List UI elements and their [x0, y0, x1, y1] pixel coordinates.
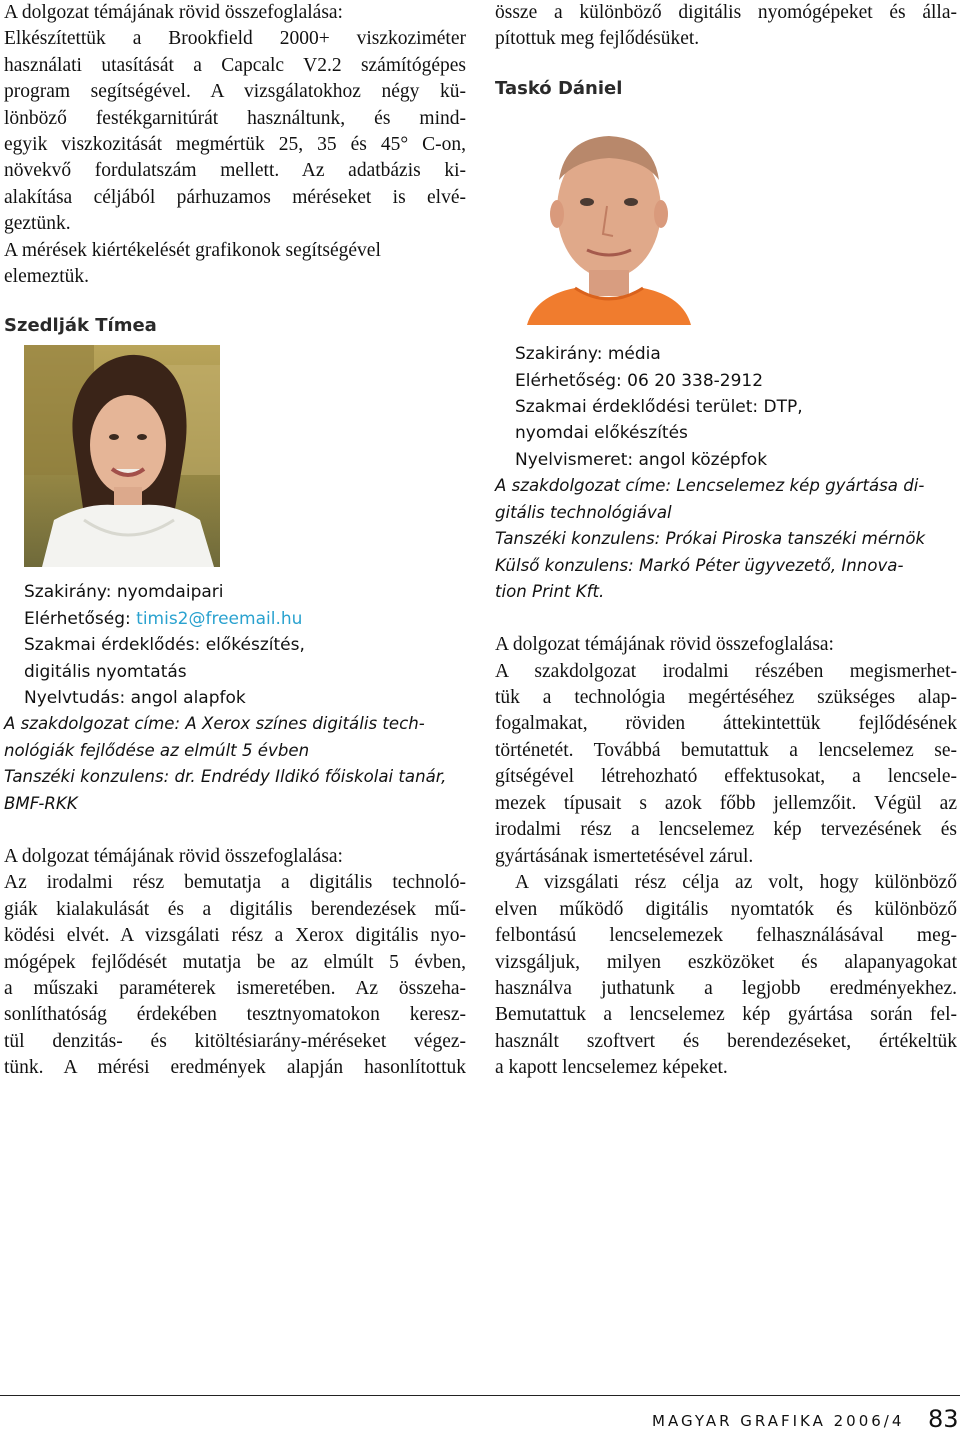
erdeklodes-line-1: Szakmai érdeklődési terület: DTP,: [515, 397, 803, 417]
text-line: pítottuk meg fejlődésüket.: [495, 28, 700, 49]
szakirany: Szakirány: nyomdaipari: [24, 582, 224, 602]
text-line: használt szoftvert és berendezéseket, értékeltük: [495, 1031, 957, 1052]
text-line: Az irodalmi rész bemutatja a digitális technoló-: [4, 872, 466, 893]
cim-line-1: A szakdolgozat címe: A Xerox színes digitális tech-: [4, 714, 425, 733]
erdeklodes-line-1: Szakmai érdeklődés: előkészítés,: [24, 635, 305, 655]
konzulens: Tanszéki konzulens: Prókai Piroska tanszéki mérnök: [495, 529, 926, 548]
text-line: fogalmakat, röviden áttekintettük fejlődésének: [495, 713, 957, 734]
text-line: vizsgáljuk, milyen eszközöket és alapanyagokat: [495, 952, 957, 973]
text-line: felbontású lencselemezek felhasználásával meg-: [495, 925, 957, 946]
text-line: Bemutattuk a lencselemez kép gyártása során fel-: [495, 1004, 957, 1025]
text-line: történetét. Továbbá bemutattuk a lencselemez se-: [495, 740, 957, 761]
email-link[interactable]: timis2@freemail.hu: [136, 609, 303, 629]
elerhetoseg: [24, 606, 302, 632]
text-line: geztünk.: [4, 213, 71, 234]
nyelvtudas: Nyelvtudás: angol alapfok: [24, 688, 246, 708]
cim-line-1: A szakdolgozat címe: Lencselemez kép gyártása di-: [495, 476, 925, 495]
text-line: használva juthatunk a legjobb eredményekhez.: [495, 978, 957, 999]
text-line: irodalmi rész a lencselemez kép tervezésének és: [495, 819, 957, 840]
text-line: A dolgozat témájának rövid összefoglalása:: [4, 2, 343, 23]
konzulens-line-2: BMF-RKK: [4, 794, 78, 813]
elerhetoseg: Elérhetőség: 06 20 338-2912: [515, 371, 764, 391]
text-line: alakítása céljából párhuzamos méréseket is elvé-: [4, 187, 466, 208]
kulso-konzulens-line-2: tion Print Kft.: [495, 582, 605, 601]
publication-title: MAGYAR GRAFIKA 2006/4: [652, 1412, 905, 1430]
text-line: tül denzitás- és kitöltésiarány-méréseket végez-: [4, 1031, 466, 1052]
person-name: Taskó Dániel: [495, 78, 623, 99]
text-line: giák kialakulását és a digitális berendezések mű-: [4, 899, 466, 920]
text-line: össze a különböző digitális nyomógépeket és álla-: [495, 2, 957, 23]
text-line: lönböző festékgarnitúrát használtunk, és mind-: [4, 108, 466, 129]
person-name: Szedlják Tímea: [4, 315, 157, 336]
kulso-konzulens-line-1: Külső konzulens: Markó Péter ügyvezető, Innova-: [495, 556, 904, 575]
text-line: A dolgozat témájának rövid összefoglalása:: [495, 634, 834, 655]
page-number: 83: [928, 1405, 959, 1433]
text-line: mezek típusait s azok főbb jellemzőit. Végül az: [495, 793, 957, 814]
text-line: A vizsgálati rész célja az volt, hogy különböző: [515, 872, 957, 893]
text-line: a műszaki paraméterek ismeretében. Az összeha-: [4, 978, 466, 999]
cim-line-2: nológiák fejlődése az elmúlt 5 évben: [4, 741, 310, 760]
portrait-photo: [24, 345, 220, 567]
text-line: a kapott lencselemez képeket.: [495, 1057, 728, 1078]
erdeklodes-line-2: nyomdai előkészítés: [515, 423, 688, 443]
text-line: elven működő digitális nyomtatók és különböző: [495, 899, 957, 920]
text-line: Elkészítettük a Brookfield 2000+ viszkoziméter: [4, 28, 466, 49]
footer-rule: [0, 1395, 960, 1396]
text-line: ködési elvét. A vizsgálati rész a Xerox digitális nyo-: [4, 925, 466, 946]
text-line: növekvő fordulatszám mellett. Az adatbázis ki-: [4, 160, 466, 181]
portrait-photo: [515, 110, 703, 325]
text-line: A mérések kiértékelését grafikonok segítségével: [4, 240, 381, 261]
text-line: mógépek fejlődését mutatja be az elmúlt 5 évben,: [4, 952, 466, 973]
text-line: tük a technológia megértéséhez szükséges alap-: [495, 687, 957, 708]
text-line: A szakdolgozat irodalmi részében megismerhet-: [495, 661, 957, 682]
text-line: használati utasítását a Capcalc V2.2 számítógépes: [4, 55, 466, 76]
text-line: gyártásának ismertetésével zárul.: [495, 846, 754, 867]
text-line: A dolgozat témájának rövid összefoglalása:: [4, 846, 343, 867]
szakirany: Szakirány: média: [515, 344, 661, 364]
erdeklodes-line-2: digitális nyomtatás: [24, 662, 187, 682]
nyelvismeret: Nyelvismeret: angol középfok: [515, 450, 768, 470]
text-line: sonlíthatóság érdekében tesztnyomatokon keresz-: [4, 1004, 466, 1025]
elerhetoseg-label: Elérhetőség:: [24, 609, 137, 629]
text-line: tünk. A mérési eredmények alapján hasonlítottuk: [4, 1057, 466, 1078]
text-line: gítségével létrehozható effektusokat, a lencsele-: [495, 766, 957, 787]
cim-line-2: gitális technológiával: [495, 503, 672, 522]
text-line: egyik viszkozitását megmértük 25, 35 és 45° C-on,: [4, 134, 466, 155]
konzulens-line-1: Tanszéki konzulens: dr. Endrédy Ildikó főiskolai tanár,: [4, 767, 447, 786]
text-line: program segítségével. A vizsgálatokhoz négy kü-: [4, 81, 466, 102]
text-line: elemeztük.: [4, 266, 89, 287]
